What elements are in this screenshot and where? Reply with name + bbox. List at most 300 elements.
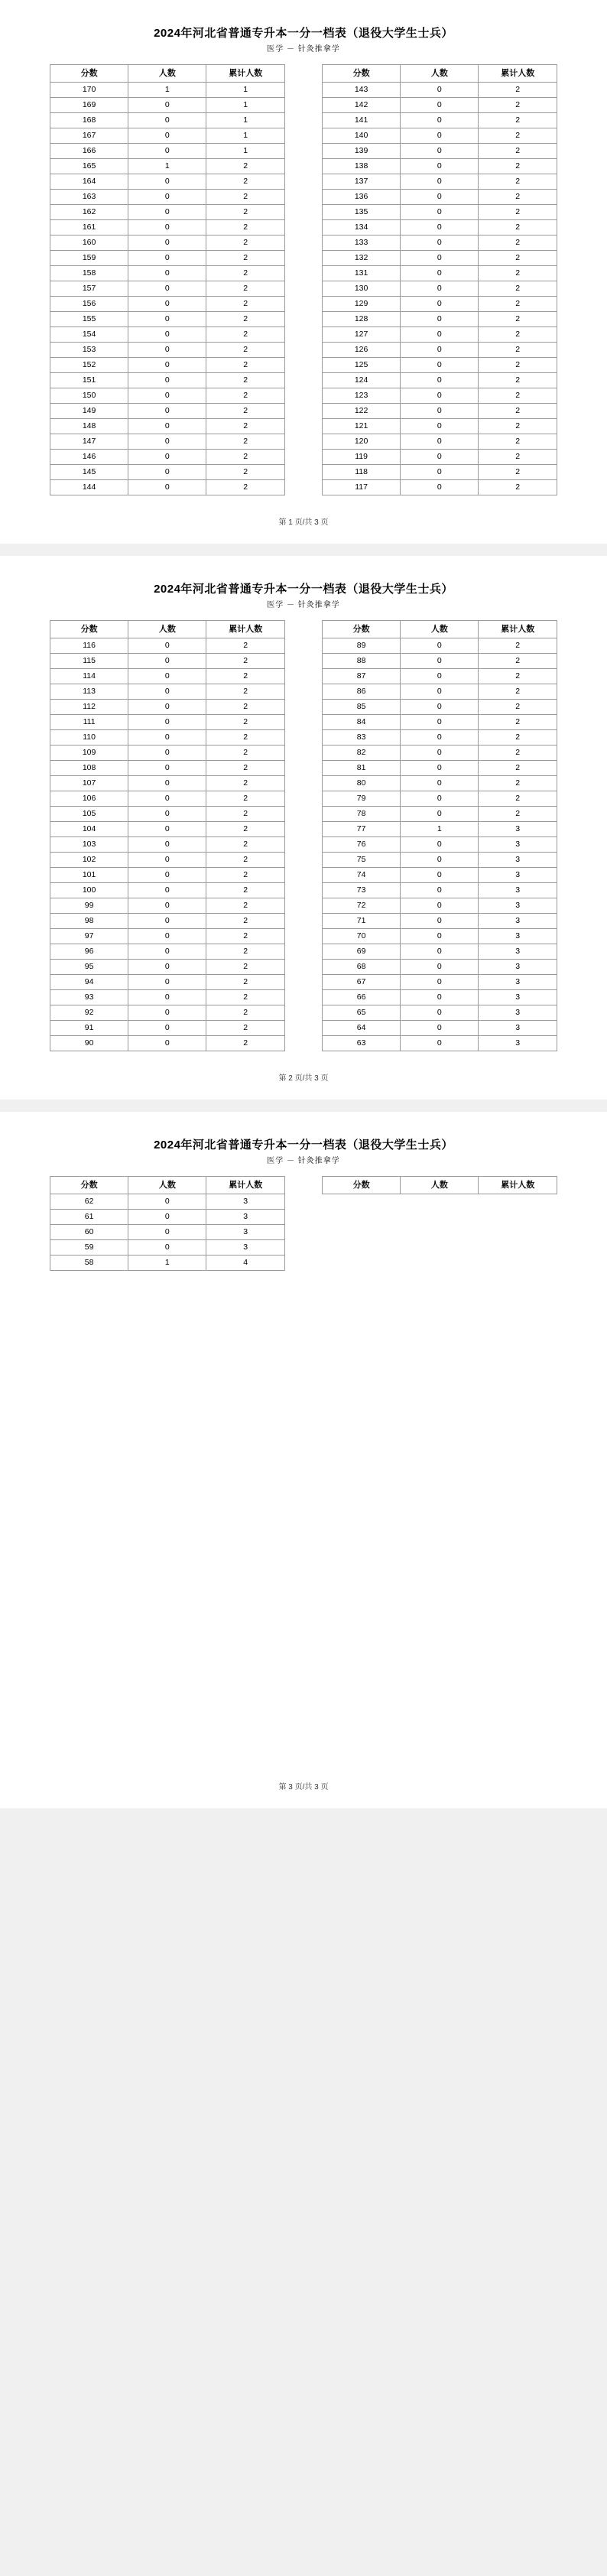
cell-count: 0	[401, 730, 479, 746]
cell-count: 0	[401, 98, 479, 113]
cell-score: 107	[50, 776, 128, 791]
table-row	[50, 638, 285, 654]
cell-score: 167	[50, 128, 128, 144]
cell-count: 0	[128, 700, 206, 715]
cell-count: 0	[128, 450, 206, 465]
cell-count: 0	[401, 312, 479, 327]
cell-cumulative: 2	[206, 266, 285, 281]
cell-cumulative: 2	[206, 730, 285, 746]
table-row	[323, 960, 557, 975]
cell-cumulative: 3	[479, 868, 557, 883]
cell-score: 102	[50, 853, 128, 868]
table-row	[50, 343, 285, 358]
table-row	[50, 144, 285, 159]
cell-count: 0	[401, 450, 479, 465]
column-header-cumulative: 累计人数	[479, 621, 557, 638]
cell-cumulative: 2	[479, 638, 557, 654]
cell-cumulative: 2	[206, 669, 285, 684]
cell-score: 87	[323, 669, 401, 684]
table-header-row	[50, 621, 285, 638]
cell-count: 0	[128, 297, 206, 312]
cell-cumulative: 2	[206, 1021, 285, 1036]
cell-cumulative: 2	[206, 312, 285, 327]
table-row	[323, 898, 557, 914]
table-row	[50, 1036, 285, 1051]
table-row	[50, 654, 285, 669]
table-row	[50, 1225, 285, 1240]
cell-count: 0	[128, 434, 206, 450]
cell-score: 104	[50, 822, 128, 837]
cell-count: 0	[128, 1240, 206, 1256]
cell-cumulative: 2	[206, 791, 285, 807]
cell-count: 0	[128, 761, 206, 776]
cell-count: 0	[128, 853, 206, 868]
cell-score: 120	[323, 434, 401, 450]
score-table-left	[50, 620, 285, 1051]
table-row	[50, 730, 285, 746]
cell-score: 149	[50, 404, 128, 419]
cell-score: 129	[323, 297, 401, 312]
cell-cumulative: 3	[206, 1240, 285, 1256]
column-header-score: 分数	[323, 621, 401, 638]
table-row	[323, 251, 557, 266]
cell-cumulative: 2	[206, 837, 285, 853]
cell-cumulative: 2	[206, 236, 285, 251]
cell-cumulative: 3	[479, 883, 557, 898]
table-row	[50, 1210, 285, 1225]
cell-score: 141	[323, 113, 401, 128]
cell-cumulative: 1	[206, 98, 285, 113]
table-row	[50, 929, 285, 944]
cell-count: 0	[128, 975, 206, 990]
column-header-score: 分数	[50, 621, 128, 638]
cell-score: 69	[323, 944, 401, 960]
cell-count: 0	[128, 465, 206, 480]
table-row	[323, 1021, 557, 1036]
cell-score: 147	[50, 434, 128, 450]
table-row	[323, 700, 557, 715]
table-row	[50, 251, 285, 266]
cell-cumulative: 2	[206, 960, 285, 975]
table-row	[50, 746, 285, 761]
cell-score: 144	[50, 480, 128, 495]
cell-cumulative: 2	[479, 791, 557, 807]
table-row	[50, 205, 285, 220]
cell-score: 137	[323, 174, 401, 190]
cell-score: 103	[50, 837, 128, 853]
cell-score: 84	[323, 715, 401, 730]
table-row	[323, 281, 557, 297]
table-row	[323, 975, 557, 990]
cell-cumulative: 2	[206, 205, 285, 220]
cell-score: 160	[50, 236, 128, 251]
column-header-cumulative: 累计人数	[479, 1177, 557, 1194]
cell-cumulative: 2	[206, 465, 285, 480]
cell-cumulative: 2	[206, 929, 285, 944]
cell-score: 71	[323, 914, 401, 929]
cell-score: 136	[323, 190, 401, 205]
cell-count: 0	[401, 746, 479, 761]
cell-score: 83	[323, 730, 401, 746]
table-header-row	[50, 1177, 285, 1194]
table-row	[50, 776, 285, 791]
table-row	[323, 327, 557, 343]
cell-score: 61	[50, 1210, 128, 1225]
cell-score: 93	[50, 990, 128, 1005]
cell-count: 0	[401, 853, 479, 868]
table-row	[50, 312, 285, 327]
cell-score: 68	[323, 960, 401, 975]
cell-count: 0	[128, 638, 206, 654]
cell-score: 85	[323, 700, 401, 715]
cell-score: 80	[323, 776, 401, 791]
cell-count: 0	[128, 404, 206, 419]
table-row	[50, 266, 285, 281]
cell-score: 122	[323, 404, 401, 419]
cell-cumulative: 2	[479, 190, 557, 205]
cell-cumulative: 2	[479, 419, 557, 434]
page-title: 2024年河北省普通专升本一分一档表（退役大学生士兵）	[154, 27, 453, 40]
cell-cumulative: 2	[206, 975, 285, 990]
cell-count: 0	[128, 144, 206, 159]
cell-count: 0	[401, 791, 479, 807]
cell-score: 163	[50, 190, 128, 205]
cell-cumulative: 2	[206, 715, 285, 730]
cell-score: 74	[323, 868, 401, 883]
cell-score: 133	[323, 236, 401, 251]
cell-count: 0	[128, 373, 206, 388]
cell-score: 95	[50, 960, 128, 975]
cell-count: 0	[401, 343, 479, 358]
table-row	[323, 373, 557, 388]
cell-count: 0	[401, 113, 479, 128]
cell-score: 89	[323, 638, 401, 654]
cell-count: 0	[128, 327, 206, 343]
cell-cumulative: 2	[479, 807, 557, 822]
cell-score: 92	[50, 1005, 128, 1021]
table-row	[323, 465, 557, 480]
cell-cumulative: 2	[206, 990, 285, 1005]
cell-cumulative: 3	[479, 898, 557, 914]
cell-cumulative: 2	[206, 373, 285, 388]
cell-score: 125	[323, 358, 401, 373]
cell-score: 81	[323, 761, 401, 776]
cell-score: 62	[50, 1194, 128, 1210]
table-row	[50, 465, 285, 480]
score-table-right	[322, 620, 557, 1051]
cell-count: 0	[401, 434, 479, 450]
cell-score: 78	[323, 807, 401, 822]
cell-count: 0	[401, 700, 479, 715]
cell-cumulative: 2	[479, 113, 557, 128]
cell-cumulative: 2	[206, 358, 285, 373]
cell-score: 148	[50, 419, 128, 434]
table-row	[50, 174, 285, 190]
cell-cumulative: 2	[206, 684, 285, 700]
cell-cumulative: 2	[479, 715, 557, 730]
table-row	[323, 944, 557, 960]
cell-score: 118	[323, 465, 401, 480]
cell-score: 128	[323, 312, 401, 327]
cell-score: 60	[50, 1225, 128, 1240]
cell-score: 64	[323, 1021, 401, 1036]
cell-cumulative: 2	[479, 684, 557, 700]
table-row	[323, 761, 557, 776]
cell-cumulative: 3	[479, 929, 557, 944]
cell-score: 59	[50, 1240, 128, 1256]
column-header-cumulative: 累计人数	[479, 65, 557, 83]
cell-count: 0	[401, 960, 479, 975]
table-row	[323, 791, 557, 807]
cell-count: 0	[128, 388, 206, 404]
cell-count: 0	[401, 1036, 479, 1051]
cell-score: 159	[50, 251, 128, 266]
cell-score: 82	[323, 746, 401, 761]
table-row	[323, 868, 557, 883]
cell-count: 0	[401, 144, 479, 159]
cell-cumulative: 2	[206, 1036, 285, 1051]
table-row	[323, 434, 557, 450]
cell-score: 115	[50, 654, 128, 669]
cell-count: 0	[128, 776, 206, 791]
cell-score: 88	[323, 654, 401, 669]
table-row	[50, 1021, 285, 1036]
cell-count: 0	[401, 990, 479, 1005]
cell-cumulative: 2	[479, 236, 557, 251]
table-row	[50, 434, 285, 450]
cell-score: 72	[323, 898, 401, 914]
page-blank-area	[0, 1271, 607, 1760]
cell-count: 0	[401, 465, 479, 480]
cell-cumulative: 2	[206, 700, 285, 715]
cell-count: 0	[401, 281, 479, 297]
cell-score: 126	[323, 343, 401, 358]
cell-cumulative: 3	[206, 1210, 285, 1225]
cell-score: 123	[323, 388, 401, 404]
cell-score: 73	[323, 883, 401, 898]
table-row	[323, 205, 557, 220]
cell-count: 0	[401, 898, 479, 914]
table-row	[50, 715, 285, 730]
cell-cumulative: 3	[479, 837, 557, 853]
cell-count: 0	[128, 990, 206, 1005]
table-row	[50, 159, 285, 174]
table-row	[323, 730, 557, 746]
cell-cumulative: 2	[206, 281, 285, 297]
tables-row	[0, 64, 607, 495]
cell-score: 98	[50, 914, 128, 929]
score-table-left	[50, 1176, 285, 1271]
cell-count: 0	[128, 236, 206, 251]
tables-row	[0, 620, 607, 1051]
table-row	[50, 761, 285, 776]
table-row	[50, 480, 285, 495]
cell-score: 170	[50, 83, 128, 98]
cell-score: 121	[323, 419, 401, 434]
cell-count: 0	[128, 715, 206, 730]
cell-cumulative: 2	[479, 144, 557, 159]
cell-cumulative: 2	[479, 669, 557, 684]
cell-score: 130	[323, 281, 401, 297]
table-row	[323, 174, 557, 190]
table-row	[50, 281, 285, 297]
table-row	[323, 837, 557, 853]
cell-count: 0	[128, 312, 206, 327]
cell-cumulative: 3	[479, 975, 557, 990]
table-row	[50, 990, 285, 1005]
cell-score: 96	[50, 944, 128, 960]
cell-cumulative: 2	[206, 434, 285, 450]
cell-count: 0	[128, 1225, 206, 1240]
cell-count: 0	[401, 669, 479, 684]
cell-count: 0	[128, 98, 206, 113]
page-title: 2024年河北省普通专升本一分一档表（退役大学生士兵）	[154, 583, 453, 596]
cell-count: 0	[128, 220, 206, 236]
cell-score: 76	[323, 837, 401, 853]
table-row	[50, 190, 285, 205]
page-subtitle: 医学 － 针灸推拿学	[267, 1157, 340, 1165]
cell-count: 0	[401, 684, 479, 700]
cell-cumulative: 2	[479, 343, 557, 358]
table-row	[323, 388, 557, 404]
score-table-right-empty	[322, 1176, 557, 1194]
cell-count: 0	[128, 669, 206, 684]
cell-count: 0	[128, 190, 206, 205]
cell-cumulative: 2	[206, 776, 285, 791]
cell-count: 0	[128, 1021, 206, 1036]
cell-count: 0	[401, 220, 479, 236]
cell-cumulative: 2	[479, 404, 557, 419]
document-page-1	[0, 0, 607, 544]
table-row	[50, 419, 285, 434]
cell-cumulative: 3	[479, 960, 557, 975]
cell-count: 0	[401, 419, 479, 434]
cell-cumulative: 2	[206, 914, 285, 929]
cell-count: 0	[401, 388, 479, 404]
table-row	[323, 684, 557, 700]
cell-count: 1	[401, 822, 479, 837]
cell-score: 111	[50, 715, 128, 730]
cell-count: 0	[128, 837, 206, 853]
cell-score: 142	[323, 98, 401, 113]
cell-score: 105	[50, 807, 128, 822]
cell-cumulative: 3	[479, 914, 557, 929]
cell-score: 145	[50, 465, 128, 480]
table-row	[50, 98, 285, 113]
cell-cumulative: 1	[206, 113, 285, 128]
cell-score: 94	[50, 975, 128, 990]
cell-score: 108	[50, 761, 128, 776]
cell-cumulative: 2	[206, 343, 285, 358]
cell-score: 100	[50, 883, 128, 898]
cell-count: 0	[128, 358, 206, 373]
table-row	[50, 684, 285, 700]
cell-count: 0	[128, 174, 206, 190]
table-row	[50, 960, 285, 975]
cell-score: 162	[50, 205, 128, 220]
table-row	[323, 1036, 557, 1051]
cell-count: 0	[128, 868, 206, 883]
cell-cumulative: 1	[206, 144, 285, 159]
table-row	[323, 83, 557, 98]
cell-count: 0	[128, 281, 206, 297]
table-row	[323, 98, 557, 113]
cell-score: 138	[323, 159, 401, 174]
cell-cumulative: 2	[206, 388, 285, 404]
cell-count: 1	[128, 159, 206, 174]
cell-cumulative: 2	[479, 450, 557, 465]
cell-count: 0	[401, 83, 479, 98]
cell-count: 0	[128, 960, 206, 975]
cell-cumulative: 1	[206, 83, 285, 98]
cell-count: 0	[401, 1021, 479, 1036]
cell-score: 112	[50, 700, 128, 715]
cell-count: 0	[128, 1005, 206, 1021]
cell-cumulative: 2	[479, 388, 557, 404]
cell-count: 0	[401, 761, 479, 776]
table-row	[323, 404, 557, 419]
column-header-cumulative: 累计人数	[206, 65, 285, 83]
cell-count: 0	[401, 837, 479, 853]
page-footer: 第 2 页/共 3 页	[278, 1074, 329, 1083]
cell-count: 0	[401, 373, 479, 388]
cell-score: 169	[50, 98, 128, 113]
cell-count: 0	[401, 929, 479, 944]
cell-count: 0	[128, 944, 206, 960]
cell-score: 116	[50, 638, 128, 654]
cell-cumulative: 2	[206, 868, 285, 883]
cell-cumulative: 2	[206, 159, 285, 174]
cell-score: 65	[323, 1005, 401, 1021]
column-header-score: 分数	[323, 65, 401, 83]
cell-cumulative: 1	[206, 128, 285, 144]
table-row	[50, 1240, 285, 1256]
cell-score: 77	[323, 822, 401, 837]
table-row	[50, 1256, 285, 1271]
page-subtitle: 医学 － 针灸推拿学	[267, 45, 340, 54]
cell-cumulative: 2	[206, 174, 285, 190]
cell-count: 0	[128, 419, 206, 434]
cell-score: 135	[323, 205, 401, 220]
column-header-count: 人数	[128, 1177, 206, 1194]
cell-count: 0	[128, 914, 206, 929]
cell-cumulative: 2	[479, 465, 557, 480]
cell-score: 156	[50, 297, 128, 312]
cell-cumulative: 2	[206, 654, 285, 669]
cell-score: 127	[323, 327, 401, 343]
table-row	[323, 929, 557, 944]
table-row	[50, 883, 285, 898]
cell-count: 0	[401, 944, 479, 960]
cell-count: 0	[401, 914, 479, 929]
cell-score: 110	[50, 730, 128, 746]
cell-count: 0	[128, 205, 206, 220]
table-row	[50, 791, 285, 807]
table-row	[50, 327, 285, 343]
page-title: 2024年河北省普通专升本一分一档表（退役大学生士兵）	[154, 1139, 453, 1152]
table-row	[50, 358, 285, 373]
cell-count: 0	[128, 730, 206, 746]
cell-cumulative: 2	[479, 730, 557, 746]
cell-score: 113	[50, 684, 128, 700]
cell-cumulative: 3	[479, 1005, 557, 1021]
table-row	[50, 297, 285, 312]
cell-score: 114	[50, 669, 128, 684]
table-row	[323, 914, 557, 929]
table-row	[323, 128, 557, 144]
page-subtitle: 医学 － 针灸推拿学	[267, 601, 340, 609]
cell-score: 146	[50, 450, 128, 465]
